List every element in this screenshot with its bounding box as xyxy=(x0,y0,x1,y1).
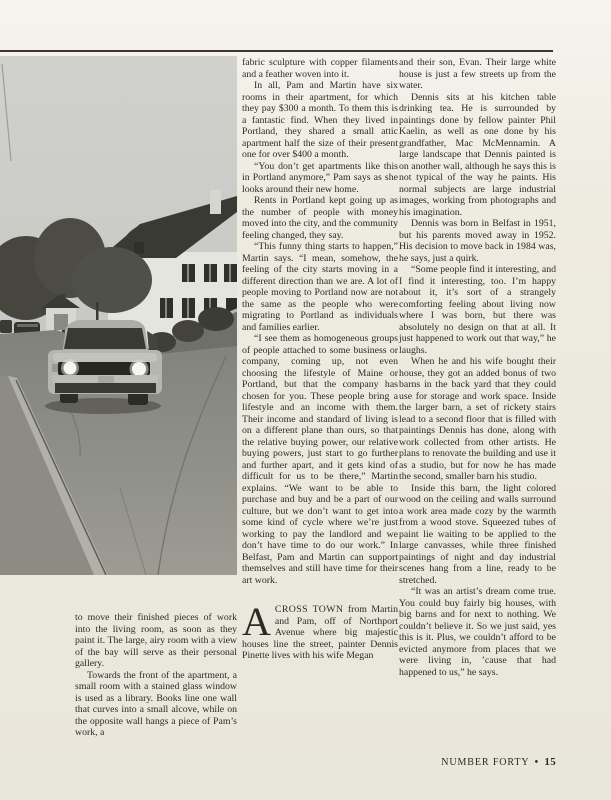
body-paragraph: When he and his wife bought their house, they got an added bonus of two barns in the back yard that they could use for storage and work space. Inside the larger barn, a set of rickety stairs lead to a second floor that is filled with paintings Dennis has done, along with work collected from other artists. He plans to renovate the building and use it as a studio, but for now he has made the second, smaller barn his studio. xyxy=(399,356,556,482)
body-paragraph: “It was an artist’s dream come true. You could buy fairly big houses, with big barns and for next to nothing. We couldn’t believe it. So we just said, yes this is it. Plus, we couldn’t afford to be evicted anymore from places that we were living in, ’cause that had happened to us,” he says. xyxy=(399,586,556,678)
street-photo-graphic xyxy=(0,56,237,575)
dropcap-letter: A xyxy=(242,599,271,644)
body-paragraph: “This funny thing starts to happen,” Martin says. “I mean, somehow, the feeling of the city starts moving in a different direction than we are. A lot of people moving to Portland now are not the same as the people who were migrating to Portland as individuals and families earlier. xyxy=(242,241,398,333)
body-paragraph: “You don’t get apartments like this in Portland anymore,” Pam says as she looks around their new home. xyxy=(242,160,398,195)
middle-column xyxy=(242,57,398,662)
body-paragraph: “I see them as homogeneous groups of people attached to some business or company, coming up, not even choosing the lifestyle of Maine or Portland, but that the company has chosen for you. These people bring a lifestyle and an income with them. Their income and standard of living is on a different plane than ours, so that the relative buying power, our relative buying powers, just start to go further and further apart, and it gets kind of difficult for us to be there,” Martin explains. “We want to be able to purchase and buy and be a part of our culture, but we don’t want to get into some kind of cycle where we’re just working to pay the landlord and we don’t have time to do our work.” In Belfast, Pam and Martin can support themselves and still have time for their art work. xyxy=(242,333,398,586)
issue-label: NUMBER FORTY xyxy=(441,757,530,768)
body-paragraph: and their son, Evan. Their large white house is just a few streets up from the water. xyxy=(399,57,556,91)
top-rule xyxy=(0,50,553,52)
body-paragraph: Inside this barn, the light colored wood on the ceiling and walls surround a work area made cozy by the warmth from a wood stove. Squeezed tubes of paint lie waiting to be applied to the large canvasses, while three finished paintings of night and day industrial scenes hang from a line, ready to be stretched. xyxy=(399,482,556,586)
body-paragraph: Rents in Portland kept going up as the number of people with money moved into the city, and the community feeling changed, they say. xyxy=(242,195,398,241)
right-column xyxy=(399,57,556,678)
street-photo xyxy=(0,56,237,575)
body-paragraph: Towards the front of the apartment, a small room with a stained glass window is used as a library. Books line one wall that curves into a small alcove, while on the opposite wall hangs a piece of Pam’s work, a xyxy=(75,669,237,738)
left-column xyxy=(75,612,237,739)
body-paragraph: “Some people find it interesting, and I find it interesting, too. I’m happy about it, it’s sort of a strangely comforting feeling about living now where I was born, but there was absolutely no design on that at all. It just happened to work out that way,” he laughs. xyxy=(399,264,556,356)
page-footer xyxy=(399,756,556,768)
body-paragraph: to move their finished pieces of work into the living room, as soon as they paint it. The large, airy room with a view of the bay will serve as their personal gallery. xyxy=(75,612,237,669)
body-paragraph: fabric sculpture with copper filaments and a feather woven into it. xyxy=(242,57,398,80)
body-paragraph: In all, Pam and Martin have six rooms in their apartment, for which they pay $300 a month. To them this is a fantastic find. When they lived in Portland, they shared a small attic apartment half the size of their present one for over $400 a month. xyxy=(242,80,398,160)
dropcap-paragraph-text: from Martin and Pam, off of Northport Avenue where big majestic houses line the street, painter Dennis Pinette lives with his wife Megan xyxy=(242,604,398,661)
footer-bullet: • xyxy=(534,757,539,768)
page-number: 15 xyxy=(544,756,556,768)
dropcap-paragraph xyxy=(242,599,398,662)
body-paragraph: Dennis sits at his kitchen table drinking tea. He is surrounded by paintings done by fellow painter Phil Kaelin, as well as one done by his grandfather, Mac McMennamin. A large landscape that Dennis painted is on another wall, although he says this is not typical of the way he paints. His normal subjects are large industrial images, working from photographs and his imagination. xyxy=(399,91,556,218)
headlight xyxy=(132,362,146,376)
headlight xyxy=(64,362,77,375)
lead-in-caps: CROSS TOWN xyxy=(274,604,344,615)
windshield xyxy=(64,328,146,349)
body-paragraph: Dennis was born in Belfast in 1951, but his parents moved away in 1952. His decision to move back in 1984 was, he says, just a quirk. xyxy=(399,218,556,264)
